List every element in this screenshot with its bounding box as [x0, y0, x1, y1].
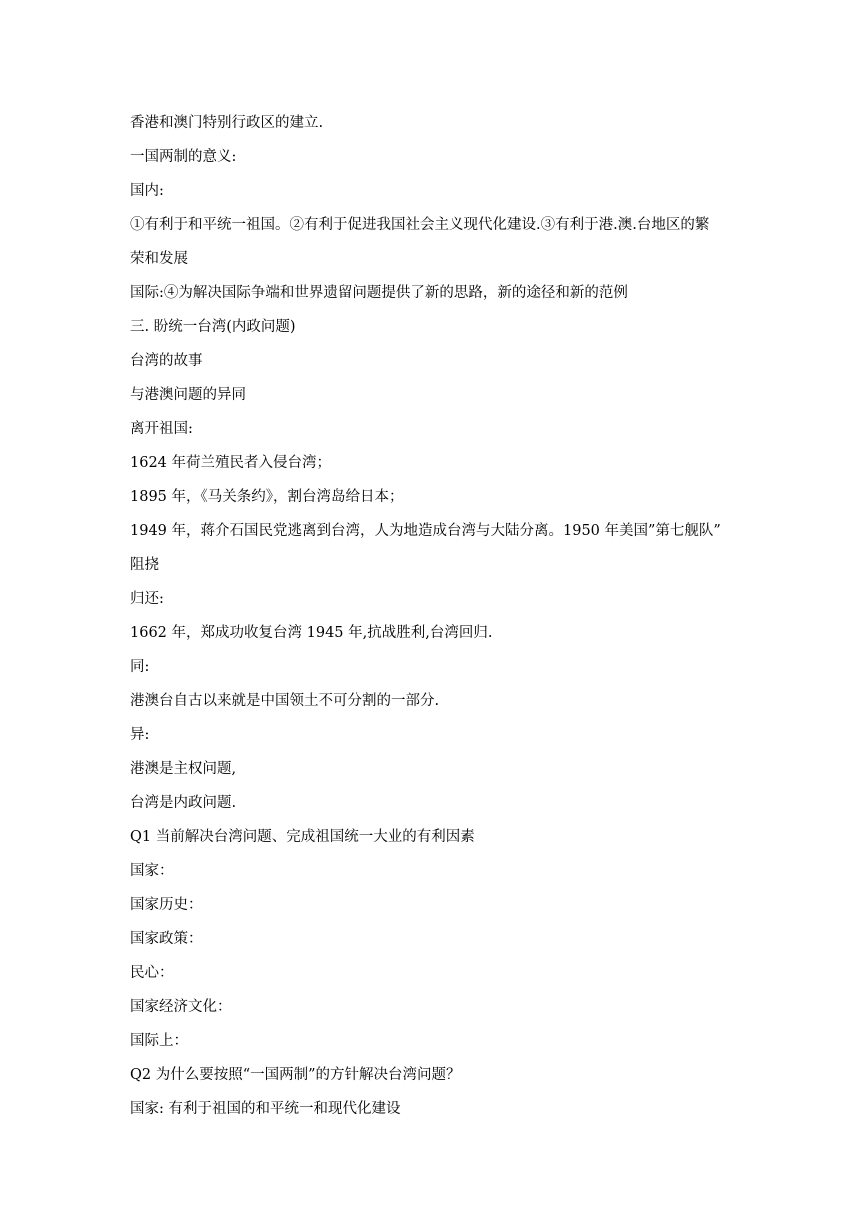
text-line: 国家: 有利于祖国的和平统一和现代化建设: [130, 1101, 401, 1117]
text-line: 1949 年，蒋介石国民党逃离到台湾，人为地造成台湾与大陆分离。1950 年美国”第七舰队”: [130, 523, 721, 539]
text-line: 阻挠: [130, 557, 159, 573]
text-line: 台湾的故事: [130, 353, 203, 369]
text-line: 与港澳问题的异同: [130, 387, 246, 403]
question-heading: Q1 当前解决台湾问题、完成祖国统一大业的有利因素: [130, 829, 475, 845]
text-line: 荣和发展: [130, 251, 188, 267]
text-line: 1624 年荷兰殖民者入侵台湾；: [130, 455, 332, 471]
text-line: 港澳台自古以来就是中国领土不可分割的一部分.: [130, 693, 440, 709]
text-line: ①有利于和平统一祖国。②有利于促进我国社会主义现代化建设.③有利于港.澳.台地区的繁: [130, 217, 710, 233]
text-line: 国际:④为解决国际争端和世界遗留问题提供了新的思路，新的途径和新的范例: [130, 285, 628, 301]
text-line: 国内:: [130, 183, 164, 199]
text-line: 一国两制的意义:: [130, 149, 237, 165]
text-line: 民心：: [130, 965, 174, 981]
document-body: [130, 106, 740, 1126]
text-line: 港澳是主权问题,: [130, 761, 237, 777]
text-line: 国家历史：: [130, 897, 203, 913]
text-line: 国家经济文化：: [130, 999, 232, 1015]
text-line: 1662 年，郑成功收复台湾 1945 年,抗战胜利,台湾回归.: [130, 625, 493, 641]
text-line: 国家政策：: [130, 931, 203, 947]
text-line: 1895 年，《马关条约》，割台湾岛给日本；: [130, 489, 404, 505]
question-heading: Q2 为什么要按照“一国两制”的方针解决台湾问题？: [130, 1067, 461, 1083]
text-line: 归还:: [130, 591, 164, 607]
text-line: 异:: [130, 727, 150, 743]
text-line: 台湾是内政问题.: [130, 795, 237, 811]
section-heading: 三. 盼统一台湾(内政问题): [130, 319, 296, 335]
text-line: 国际上：: [130, 1033, 188, 1049]
text-line: 香港和澳门特别行政区的建立.: [130, 115, 324, 131]
text-line: 国家：: [130, 863, 174, 879]
text-line: 离开祖国:: [130, 421, 193, 437]
text-line: 同:: [130, 659, 150, 675]
